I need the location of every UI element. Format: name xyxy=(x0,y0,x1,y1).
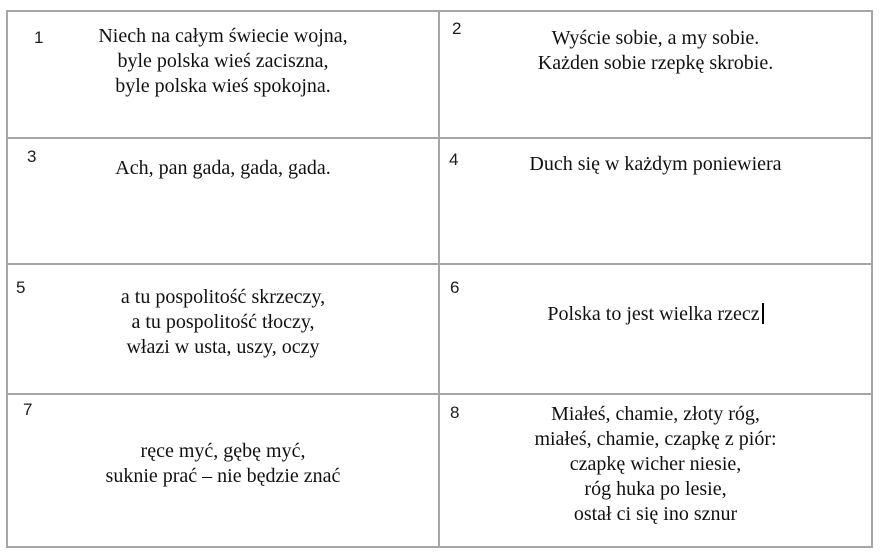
verse-line: Każden sobie rzepkę skrobie. xyxy=(537,52,774,74)
verse-line: ręce myć, gębę myć, xyxy=(140,440,306,462)
verse-text xyxy=(8,265,438,360)
table-cell-1[interactable] xyxy=(7,11,439,138)
table-cell-3[interactable] xyxy=(7,138,439,264)
verse-text xyxy=(8,395,438,489)
table-cell-7[interactable] xyxy=(7,394,439,547)
verse-line: Wyście sobie, a my sobie. xyxy=(551,27,760,49)
verse-text xyxy=(440,12,871,76)
verse-text xyxy=(8,12,438,99)
quotes-table xyxy=(6,10,873,548)
verse-line: Niech na całym świecie wojna, xyxy=(98,25,348,47)
verse-line: byle polska wieś zaciszna, xyxy=(117,50,329,72)
verse-line: Duch się w każdym poniewiera xyxy=(529,153,782,175)
cell-number: 6 xyxy=(450,278,460,297)
cell-number: 8 xyxy=(450,403,460,422)
cell-number: 5 xyxy=(16,278,26,297)
verse-line: miałeś, chamie, czapkę z piór: xyxy=(534,428,777,450)
cell-number: 4 xyxy=(449,150,459,169)
verse-line: a tu pospolitość skrzeczy, xyxy=(120,286,326,308)
verse-line: włazi w usta, uszy, oczy xyxy=(126,336,320,358)
verse-text xyxy=(440,395,871,527)
table-row xyxy=(7,138,872,264)
verse-text xyxy=(440,139,871,177)
table-cell-5[interactable] xyxy=(7,264,439,394)
verse-line: a tu pospolitość tłoczy, xyxy=(131,311,315,333)
verse-line: ostał ci się ino sznur xyxy=(573,503,738,525)
verse-line: czapkę wicher niesie, xyxy=(569,453,742,475)
cell-number: 1 xyxy=(34,28,44,47)
verse-line-text: Polska to jest wielka rzecz xyxy=(547,303,760,325)
cell-number: 7 xyxy=(23,400,33,419)
table-cell-4[interactable] xyxy=(439,138,872,264)
verse-line: byle polska wieś spokojna. xyxy=(115,75,331,97)
cell-number: 3 xyxy=(27,147,37,166)
table-cell-8[interactable] xyxy=(439,394,872,547)
cell-number: 2 xyxy=(452,19,462,38)
verse-text xyxy=(8,139,438,181)
table-row xyxy=(7,264,872,394)
verse-line: suknie prać – nie będzie znać xyxy=(105,465,341,487)
verse-line: róg huka po lesie, xyxy=(584,478,727,500)
text-cursor xyxy=(762,303,764,324)
verse-line: Miałeś, chamie, złoty róg, xyxy=(551,403,760,425)
table-row xyxy=(7,11,872,138)
verse-text xyxy=(440,265,871,327)
verse-line xyxy=(440,302,871,327)
table-cell-6[interactable] xyxy=(439,264,872,394)
table-row xyxy=(7,394,872,547)
table-cell-2[interactable] xyxy=(439,11,872,138)
verse-line: Ach, pan gada, gada, gada. xyxy=(115,157,331,179)
